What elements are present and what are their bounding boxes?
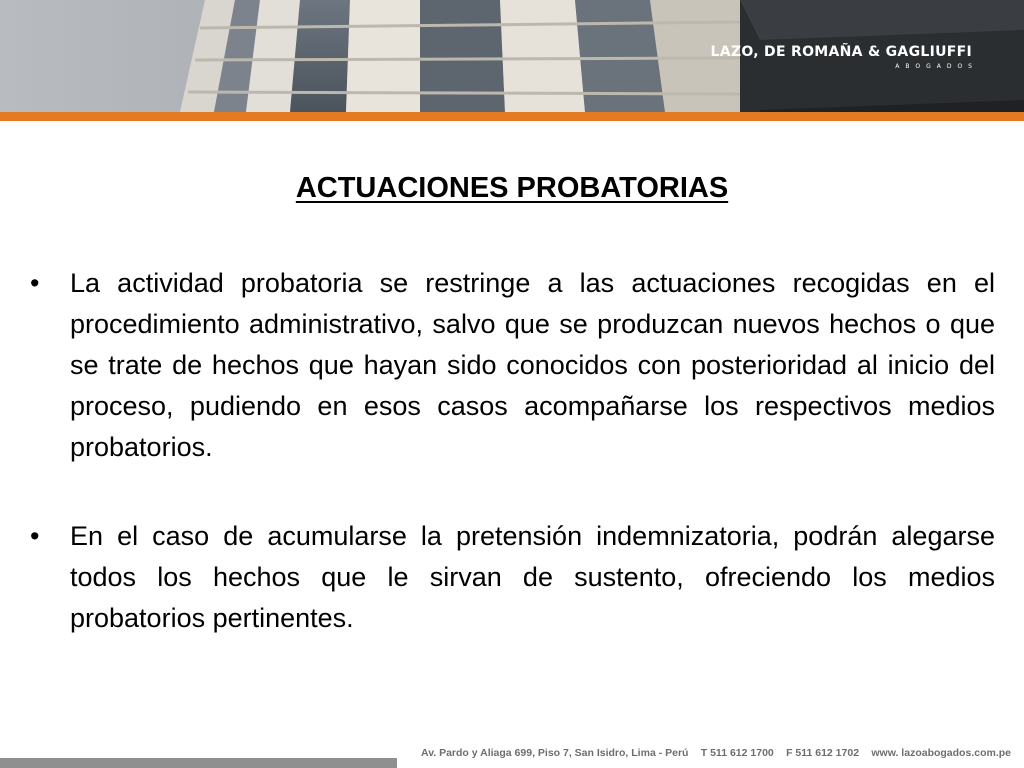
bullet-marker: •: [30, 268, 40, 298]
bullet-list: [30, 263, 995, 639]
footer-website: www. lazoabogados.com.pe: [871, 747, 1011, 759]
header-banner: [0, 0, 1024, 112]
bullet-item: [30, 516, 995, 639]
firm-name: LAZO, DE ROMAÑA & GAGLIUFFI: [710, 44, 972, 60]
footer-address: Av. Pardo y Aliaga 699, Piso 7, San Isidro, Lima - Perú: [421, 747, 689, 759]
header-accent-rule: [0, 112, 1024, 121]
footer-contact: [421, 747, 1011, 759]
slide-title: ACTUACIONES PROBATORIAS: [295, 172, 729, 204]
bullet-text: La actividad probatoria se restringe a las actuaciones recogidas en el procedimiento administrativo, salvo que se produzcan nuevos hechos o que se trate de hechos que hayan sido conocidos con posterioridad al inicio del proceso, pudiendo en esos casos acompañarse los respectivos medios probatorios.: [70, 268, 995, 462]
bullet-item: [30, 263, 995, 468]
footer-bar: [0, 758, 397, 768]
firm-logo: [710, 43, 978, 73]
bullet-marker: •: [30, 521, 40, 551]
footer-fax: F 511 612 1702: [786, 747, 860, 759]
firm-subtitle: ABOGADOS: [895, 63, 978, 70]
bullet-text: En el caso de acumularse la pretensión indemnizatoria, podrán alegarse todos los hechos que le sirvan de sustento, ofreciendo los medios probatorios pertinentes.: [70, 521, 995, 633]
footer-phone: T 511 612 1700: [700, 747, 774, 759]
